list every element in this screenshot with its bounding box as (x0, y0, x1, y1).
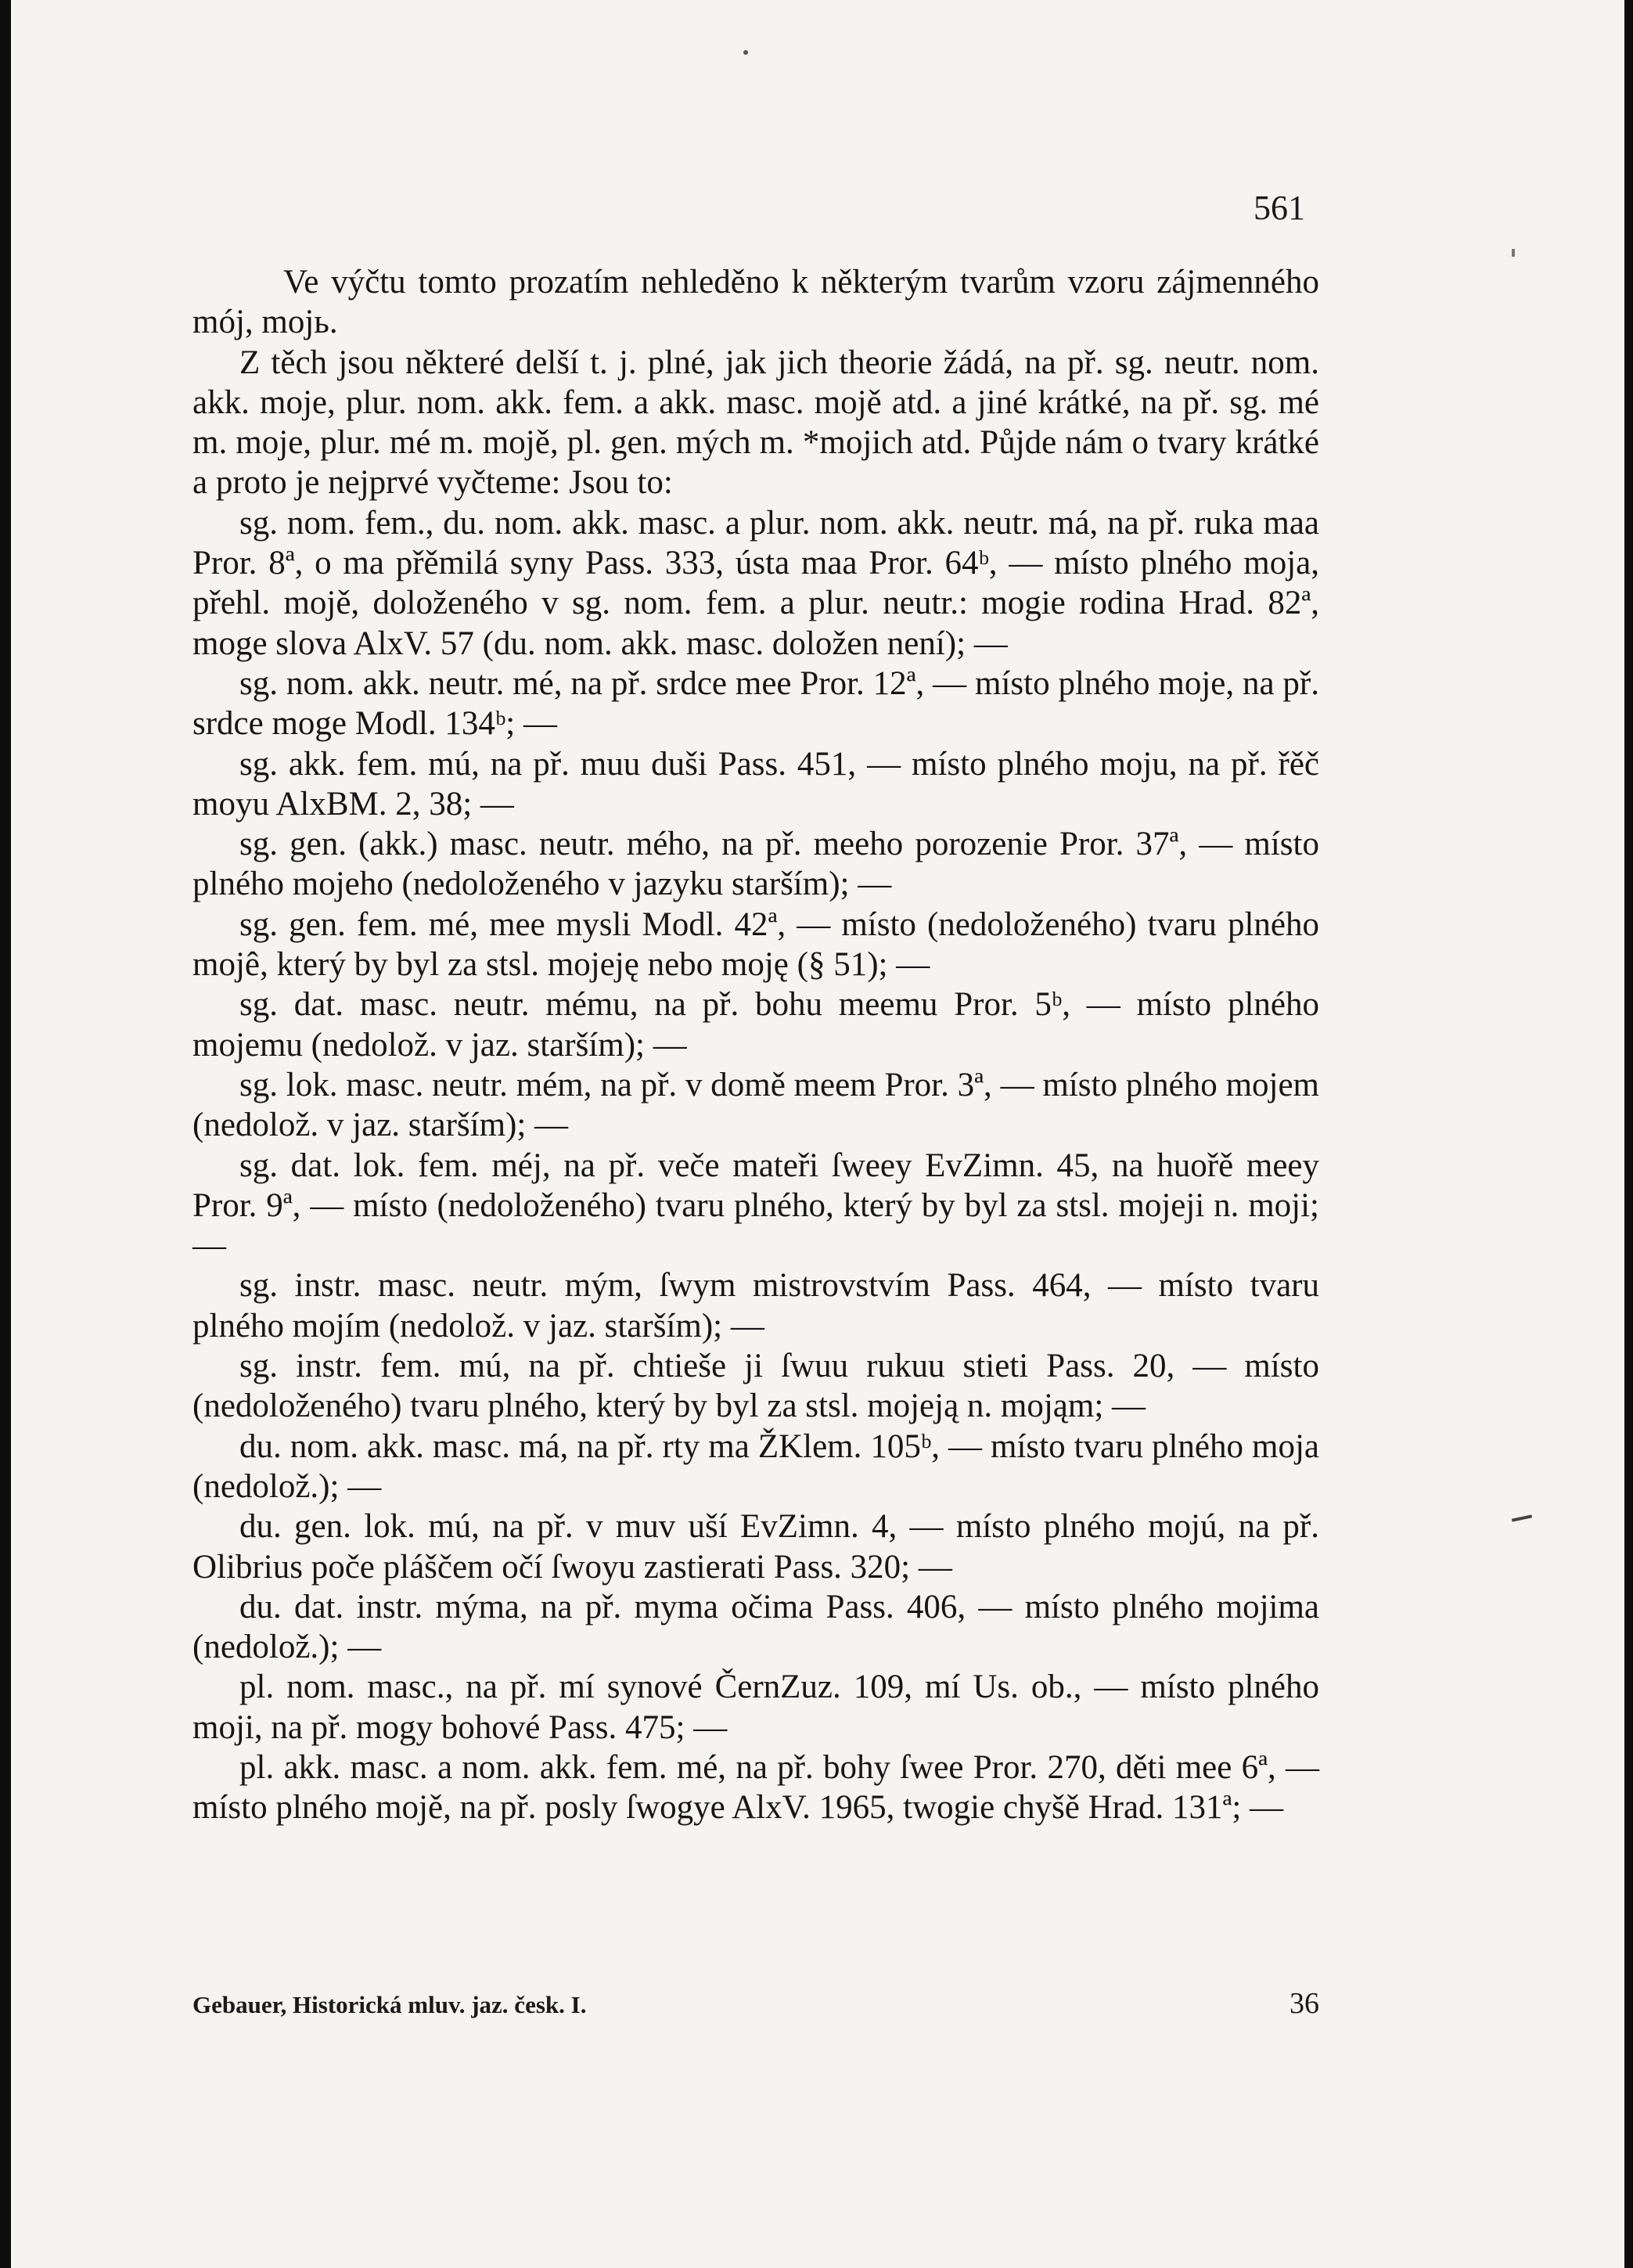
page-footer (192, 1987, 1319, 2021)
paragraph: sg. instr. fem. mú, na př. chtieše ji ſwuu rukuu stieti Pass. 20, — místo (nedoloženého) tvaru plného, který by byl za stsl. mojeją n. mojąm; — (192, 1348, 1319, 1425)
paragraph: Z těch jsou některé delší t. j. plné, jak jich theorie žádá, na př. sg. neutr. nom. akk. moje, plur. nom. akk. fem. a akk. masc. mojě atd. a jiné krátké, na př. sg. mé m. moje, plur. mé m. mojě, pl. gen. mých m. *mojich atd. Půjde nám o tvary krátké a proto je nejprvé vyčteme: Jsou to: (192, 344, 1319, 502)
scan-speck (743, 50, 748, 55)
page-number: 561 (1254, 189, 1305, 227)
page-body (192, 262, 1319, 1828)
paragraph: sg. nom. fem., du. nom. akk. masc. a plur. nom. akk. neutr. má, na př. ruka maa Pror. 8ª, o ma přěmilá syny Pass. 333, ústa maa Pror. 64ᵇ, — místo plného moja, přehl. mojě, doloženého v sg. nom. fem. a plur. neutr.: mogie rodina Hrad. 82ª, moge slova AlxV. 57 (du. nom. akk. masc. doložen není); — (192, 504, 1319, 662)
signature-number: 36 (1289, 1987, 1319, 2020)
book-page (11, 0, 1624, 2268)
scan-right-edge (1624, 0, 1633, 2268)
paragraph: sg. gen. fem. mé, mee mysli Modl. 42ª, — místo (nedoloženého) tvaru plného mojê, který by byl za stsl. mojeję nebo moję (§ 51); — (192, 905, 1319, 984)
paragraph: sg. dat. masc. neutr. mému, na př. bohu meemu Pror. 5ᵇ, — místo plného mojemu (nedolož. v jaz. starším); — (192, 986, 1319, 1064)
paragraph: sg. instr. masc. neutr. mým, ſwym mistrovstvím Pass. 464, — místo tvaru plného mojím (nedolož. v jaz. starším); — (192, 1267, 1319, 1345)
paragraph: sg. lok. masc. neutr. mém, na př. v domě meem Pror. 3ª, — místo plného mojem (nedolož. v jaz. starším); — (192, 1066, 1319, 1144)
paragraph: sg. dat. lok. fem. méj, na př. veče mateři ſweey EvZimn. 45, na huořě meey Pror. 9ª, — místo (nedoloženého) tvaru plného, který by byl za stsl. mojeji n. moji; — (192, 1147, 1319, 1265)
paragraph: pl. nom. masc., na př. mí synové ČernZuz. 109, mí Us. ob., — místo plného moji, na př. mogy bohové Pass. 475; — (192, 1669, 1319, 1746)
paragraph: du. dat. instr. mýma, na př. myma očima Pass. 406, — místo plného mojima (nedolož.); — (192, 1588, 1319, 1666)
paragraph: Ve výčtu tomto prozatím nehleděno k některým tvarům vzoru zájmenného mój, mojь. (192, 264, 1319, 341)
paragraph: du. nom. akk. masc. má, na př. rty ma ŽKlem. 105ᵇ, — místo tvaru plného moja (nedolož.); — (192, 1427, 1319, 1505)
paragraph: sg. akk. fem. mú, na př. muu duši Pass. 451, — místo plného moju, na př. řěč moyu AlxBM. 2, 38; — (192, 745, 1319, 823)
paragraph: sg. gen. (akk.) masc. neutr. mého, na př. meeho porozenie Pror. 37ª, — místo plného mojeho (nedoloženého v jazyku starším); — (192, 826, 1319, 903)
scan-mark (1512, 1514, 1532, 1521)
scan-left-edge (0, 0, 11, 2268)
scan-speck (1512, 249, 1515, 257)
paragraph: du. gen. lok. mú, na př. v muv uší EvZimn. 4, — místo plného mojú, na př. Olibrius poče pláščem očí ſwoyu zastierati Pass. 320; — (192, 1508, 1319, 1586)
paragraph: sg. nom. akk. neutr. mé, na př. srdce mee Pror. 12ª, — místo plného moje, na př. srdce moge Modl. 134ᵇ; — (192, 664, 1319, 743)
paragraph: pl. akk. masc. a nom. akk. fem. mé, na př. bohy ſwee Pror. 270, děti mee 6ª, — místo plného mojě, na př. posly ſwogye AlxV. 1965, twogie chyšě Hrad. 131ª; — (192, 1748, 1319, 1827)
footer-title: Gebauer, Historická mluv. jaz. česk. I. (192, 1991, 587, 2018)
